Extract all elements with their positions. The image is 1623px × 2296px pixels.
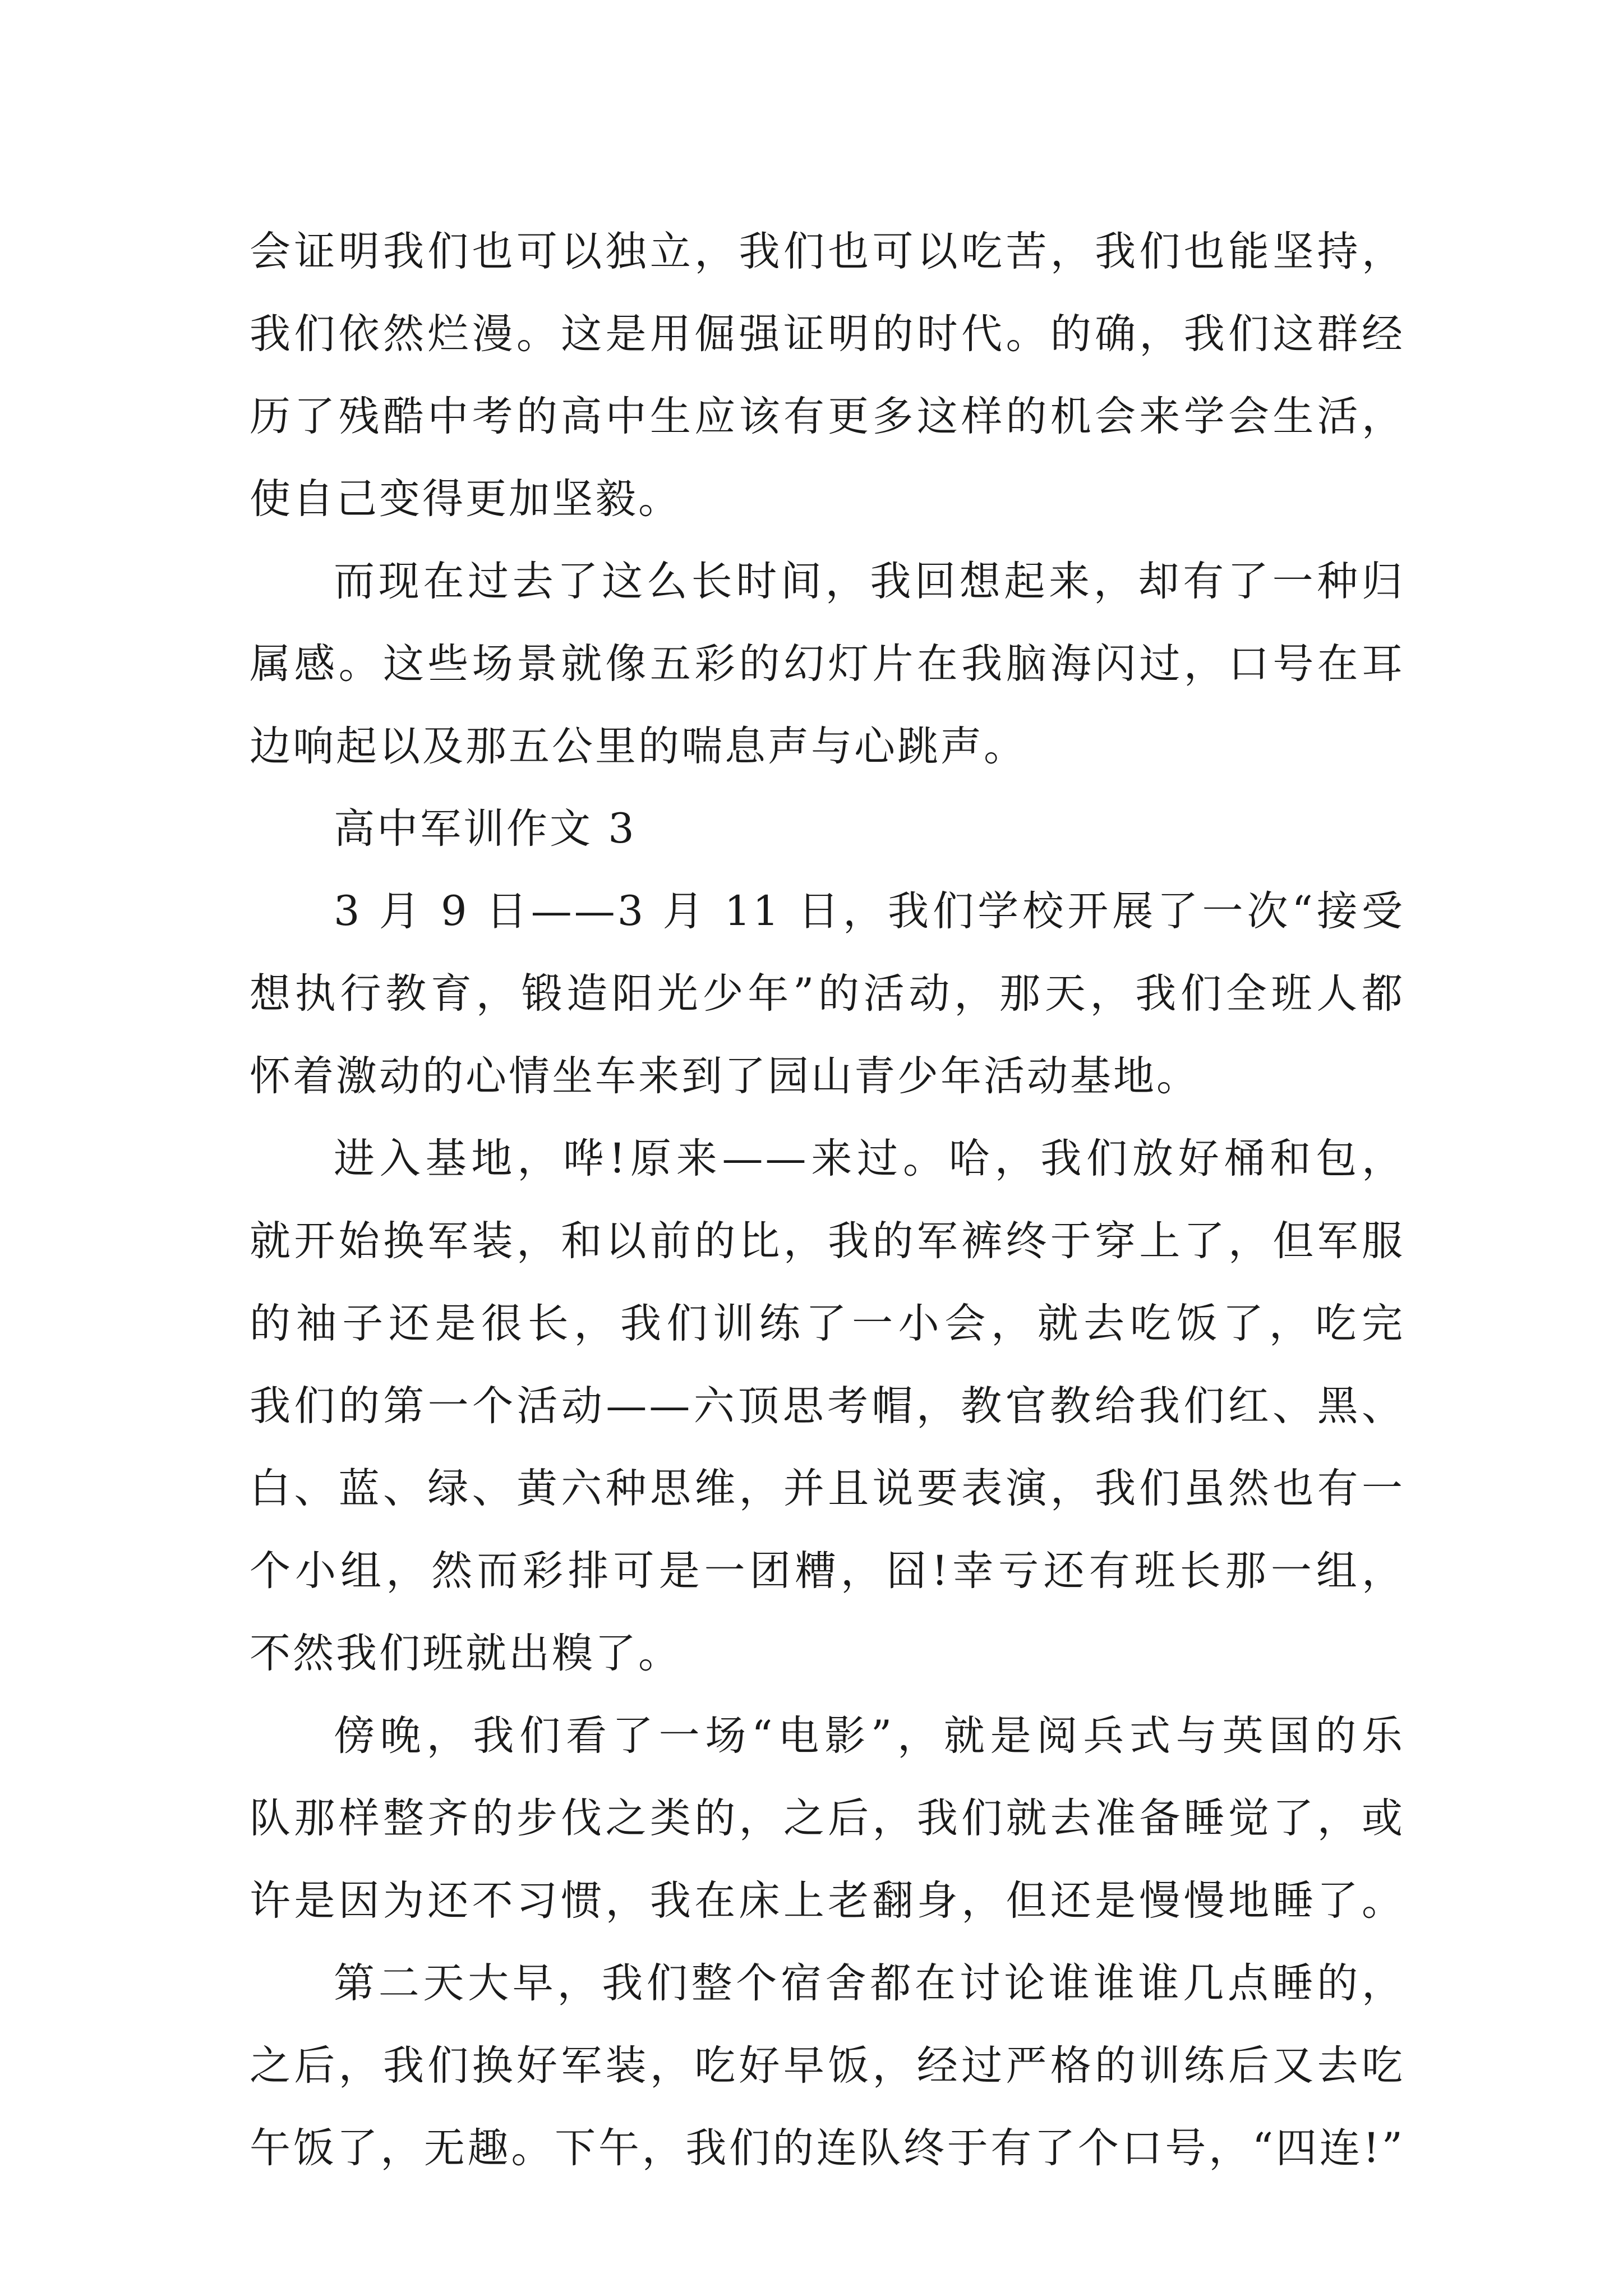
- text-line-9: 3 月 9 日——3 月 11 日，我们学校开展了一次“接受: [334, 887, 1405, 935]
- text-line-3: 历了残酷中考的高中生应该有更多这样的机会来学会生活，: [250, 393, 1405, 440]
- text-line-19: 傍晚，我们看了一场“电影”，就是阅兵式与英国的乐: [334, 1712, 1405, 1760]
- text-line-13: 就开始换军装，和以前的比，我的军裤终于穿上了，但军服: [250, 1217, 1405, 1265]
- text-line-1: 会证明我们也可以独立，我们也可以吃苦，我们也能坚持，: [250, 228, 1405, 275]
- text-line-2: 我们依然烂漫。这是用倔强证明的时代。的确，我们这群经: [250, 310, 1405, 358]
- text-line-23: 之后，我们换好军装，吃好早饭，经过严格的训练后又去吃: [250, 2042, 1405, 2090]
- section-heading: 高中军训作文 3: [334, 805, 637, 853]
- text-line-18: 不然我们班就出糗了。: [250, 1630, 681, 1677]
- text-line-16: 白、蓝、绿、黄六种思维，并且说要表演，我们虽然也有一: [250, 1465, 1405, 1512]
- text-line-6: 属感。这些场景就像五彩的幻灯片在我脑海闪过，口号在耳: [250, 640, 1405, 688]
- text-line-7: 边响起以及那五公里的喘息声与心跳声。: [250, 723, 1027, 770]
- text-line-10: 想执行教育，锻造阳光少年”的活动，那天，我们全班人都: [250, 970, 1405, 1018]
- text-line-17: 个小组，然而彩排可是一团糟，囧!幸亏还有班长那一组，: [250, 1547, 1405, 1595]
- text-line-4: 使自己变得更加坚毅。: [250, 475, 681, 523]
- text-line-22: 第二天大早，我们整个宿舍都在讨论谁谁谁几点睡的，: [334, 1959, 1405, 2007]
- text-line-24: 午饭了，无趣。下午，我们的连队终于有了个口号，“四连!”: [250, 2124, 1405, 2172]
- text-line-21: 许是因为还不习惯，我在床上老翻身，但还是慢慢地睡了。: [250, 1877, 1405, 1925]
- text-line-11: 怀着激动的心情坐车来到了园山青少年活动基地。: [250, 1052, 1200, 1100]
- text-line-20: 队那样整齐的步伐之类的，之后，我们就去准备睡觉了，或: [250, 1795, 1405, 1842]
- text-line-12: 进入基地，哗!原来——来过。哈，我们放好桶和包，: [334, 1135, 1405, 1182]
- essay-body: [250, 210, 1405, 2189]
- text-line-14: 的袖子还是很长，我们训练了一小会，就去吃饭了，吃完: [250, 1300, 1405, 1347]
- text-line-15: 我们的第一个活动——六顶思考帽，教官教给我们红、黑、: [250, 1382, 1405, 1430]
- text-line-5: 而现在过去了这么长时间，我回想起来，却有了一种归: [334, 558, 1405, 605]
